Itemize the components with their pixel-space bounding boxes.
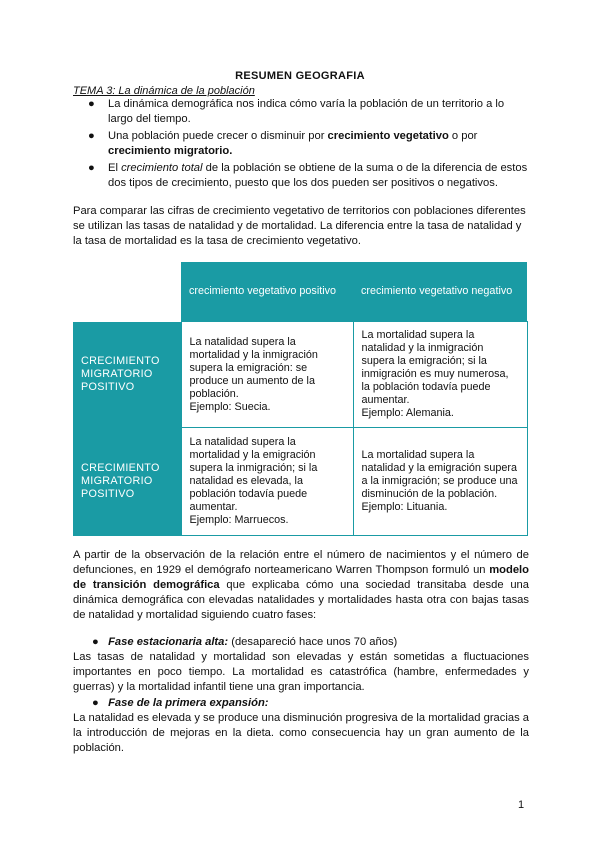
transition-paragraph: A partir de la observación de la relación entre el número de nacimientos y el número de defunciones, en 1929 el demógrafo norteamericano Warren Thompson formuló un modelo de transición demográfica que explicaba cómo una sociedad transitaba desde una dinámica demográfica con elevadas natalidades y mortalidades hasta otra con bajas tasas de natalidad y mortalidad siguiendo cuatro fases:	[73, 549, 529, 621]
phase-heading: ● Fase de la primera expansión:	[92, 697, 269, 709]
intro-paragraph: Para comparar las cifras de crecimiento vegetativo de territorios con poblaciones diferentes se utilizan las tasas de natalidad y de mortalidad. La diferencia entre la tasa de natalidad y la tasa de mortalidad es la tasa de crecimiento vegetativo.	[73, 205, 526, 247]
column-header: crecimiento vegetativo positivo	[181, 262, 353, 322]
table-cell: La natalidad supera la mortalidad y la inmigración supera la emigración: se produce un aumento de la población. Ejemplo: Suecia.	[181, 322, 353, 428]
list-item: ● Una población puede crecer o disminuir por crecimiento vegetativo o por crecimiento migratorio.	[88, 130, 478, 157]
table-cell: La mortalidad supera la natalidad y la emigración supera a la inmigración; se produce una disminución de la población. Ejemplo: Lituania.	[353, 428, 527, 536]
bullet-icon: ●	[88, 98, 95, 110]
column-header: crecimiento vegetativo negativo	[353, 262, 527, 322]
growth-table	[73, 262, 528, 536]
list-item: ● El crecimiento total de la población se obtiene de la suma o de la diferencia de estos dos tipos de crecimiento, puesto que los dos pueden ser positivos o negativos.	[88, 162, 528, 189]
document-title: RESUMEN GEOGRAFIA	[235, 70, 365, 82]
bullet-list	[88, 97, 528, 193]
list-item: ● La dinámica demográfica nos indica cómo varía la población de un territorio a lo largo del tiempo.	[88, 98, 505, 125]
page-number: 1	[518, 799, 525, 811]
bullet-icon: ●	[92, 697, 99, 709]
bullet-icon: ●	[88, 162, 95, 174]
row-header: CRECIMIENTO MIGRATORIO POSITIVO	[73, 428, 181, 536]
table-corner	[73, 262, 181, 322]
bullet-icon: ●	[88, 130, 95, 142]
section-heading: TEMA 3: La dinámica de la población	[73, 85, 255, 97]
phase-heading: ● Fase estacionaria alta: (desapareció hace unos 70 años)	[92, 636, 398, 648]
phase-body: Las tasas de natalidad y mortalidad son elevadas y están sometidas a fluctuaciones importantes en poco tiempo. La mortalidad es catastrófica (hambre, enfermedades y guerras) y la mortalidad infantil tiene una gran importancia.	[73, 651, 529, 693]
table-cell: La natalidad supera la mortalidad y la emigración supera la inmigración; si la natalidad es elevada, la población todavía puede aumentar. Ejemplo: Marruecos.	[181, 428, 353, 536]
table-cell: La mortalidad supera la natalidad y la inmigración supera la emigración; si la inmigración es muy numerosa, la población todavía puede aumentar. Ejemplo: Alemania.	[353, 322, 527, 428]
row-header: CRECIMIENTO MIGRATORIO POSITIVO	[73, 322, 181, 428]
phase-body: La natalidad es elevada y se produce una disminución progresiva de la mortalidad gracias a la introducción de mejoras en la dieta. como consecuencia hay un gran aumento de la población.	[73, 712, 529, 754]
bullet-icon: ●	[92, 636, 99, 648]
